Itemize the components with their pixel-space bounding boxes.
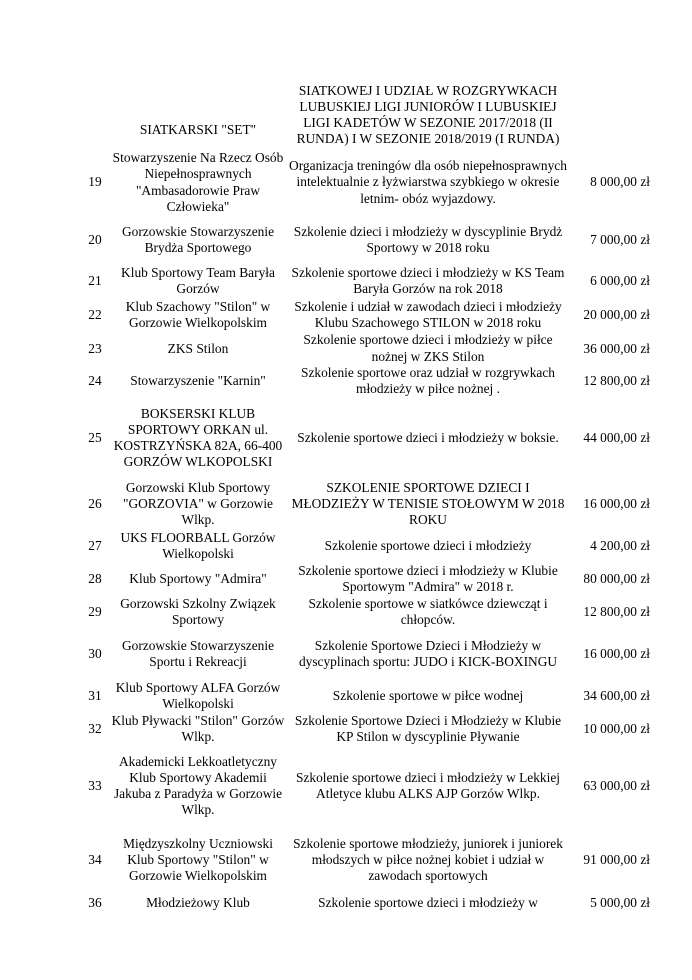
organization-name: Gorzowski Szkolny Związek Sportowy [120, 596, 276, 628]
table-row [80, 80, 652, 150]
task-description: Szkolenie sportowe dzieci i młodzieży w KS Team Baryła Gorzów na rok 2018 [291, 265, 565, 297]
row-number: 19 [88, 174, 102, 190]
grant-amount: 34 600,00 zł [583, 687, 650, 703]
row-number: 31 [88, 687, 102, 703]
table-row [80, 150, 652, 215]
grants-table-body [80, 80, 652, 913]
row-number: 36 [88, 895, 102, 911]
table-row [80, 679, 652, 712]
table-row [80, 712, 652, 745]
task-description: Szkolenie sportowe w piłce wodnej [332, 687, 524, 703]
task-description: Szkolenie sportowe dzieci i młodzieży w [318, 895, 538, 911]
table-row [80, 893, 652, 913]
task-description: Szkolenie sportowe w siatkówce dziewcząt i chłopców. [308, 596, 548, 628]
grant-amount: 20 000,00 zł [583, 306, 650, 322]
organization-name: Młodzieżowy Klub [146, 895, 250, 911]
row-number: 21 [88, 273, 102, 289]
organization-name: Międzyszkolny Uczniowski Klub Sportowy "Stilon" w Gorzowie Wielkopolskim [123, 835, 273, 884]
row-number: 28 [88, 570, 102, 586]
row-number: 30 [88, 646, 102, 662]
grant-amount: 6 000,00 zł [590, 273, 650, 289]
grant-amount: 16 000,00 zł [583, 646, 650, 662]
grant-amount: 80 000,00 zł [583, 570, 650, 586]
grants-table [80, 80, 652, 913]
grant-amount: 4 200,00 zł [590, 537, 650, 553]
table-row [80, 215, 652, 265]
organization-name: BOKSERSKI KLUB SPORTOWY ORKAN ul. KOSTRZYŃSKA 82A, 66-400 GORZÓW WLKOPOLSKI [113, 405, 283, 470]
organization-name: Stowarzyszenie "Karnin" [130, 372, 266, 388]
task-description: Szkolenie dzieci i młodzieży w dyscyplinie Brydż Sportowy w 2018 roku [293, 223, 563, 255]
organization-name: Gorzowskie Stowarzyszenie Brydża Sportowego [121, 223, 275, 255]
organization-name: Klub Pływacki "Stilon" Gorzów Wlkp. [111, 712, 285, 744]
grant-amount: 7 000,00 zł [590, 231, 650, 247]
grant-amount: 16 000,00 zł [583, 496, 650, 512]
table-row [80, 745, 652, 827]
organization-name: Gorzowskie Stowarzyszenie Sportu i Rekreacji [121, 638, 275, 670]
grant-amount: 12 800,00 zł [583, 372, 650, 388]
row-number: 20 [88, 231, 102, 247]
organization-name: Klub Sportowy ALFA Gorzów Wielkopolski [115, 679, 281, 711]
task-description: SIATKOWEJ I UDZIAŁ W ROZGRYWKACH LUBUSKIEJ LIGI JUNIORÓW I LUBUSKIEJ LIGI KADETÓW W SEZONIE 2017/2018 (II RUNDA) I W SEZONIE 2018/2019 (I RUNDA) [296, 82, 560, 147]
row-number: 33 [88, 778, 102, 794]
row-number: 27 [88, 537, 102, 553]
row-number: 32 [88, 720, 102, 736]
table-row [80, 479, 652, 529]
organization-name: UKS FLOORBALL Gorzów Wielkopolski [120, 529, 276, 561]
table-row [80, 562, 652, 595]
row-number: 25 [88, 430, 102, 446]
row-number: 34 [88, 852, 102, 868]
organization-name: Akademicki Lekkoatletyczny Klub Sportowy Akademii Jakuba z Paradyża w Gorzowie Wlkp. [113, 753, 283, 818]
grant-amount: 8 000,00 zł [590, 174, 650, 190]
task-description: Organizacja treningów dla osób niepełnosprawnych intelektualnie z łyżwiarstwa szybkiego w okresie letnim- obóz wyjazdowy. [289, 158, 567, 206]
grant-amount: 63 000,00 zł [583, 778, 650, 794]
task-description: Szkolenie i udział w zawodach dzieci i młodzieży Klubu Szachowego STILON w 2018 roku [294, 298, 562, 330]
organization-name: Klub Sportowy Team Baryła Gorzów [121, 265, 275, 297]
task-description: Szkolenie Sportowe Dzieci i Młodzieży w dyscyplinach sportu: JUDO i KICK-BOXINGU [298, 638, 558, 670]
row-number: 24 [88, 372, 102, 388]
task-description: Szkolenie sportowe dzieci i młodzieży w Klubie Sportowym "Admira" w 2018 r. [298, 562, 558, 594]
organization-name: Klub Sportowy "Admira" [129, 570, 267, 586]
task-description: Szkolenie sportowe dzieci i młodzieży [324, 537, 532, 553]
table-row [80, 629, 652, 679]
task-description: Szkolenie sportowe oraz udział w rozgrywkach młodzieży w piłce nożnej . [301, 364, 555, 397]
grant-amount: 10 000,00 zł [583, 720, 650, 736]
table-row [80, 529, 652, 562]
row-number [80, 80, 110, 150]
grant-amount: 36 000,00 zł [583, 340, 650, 356]
row-number: 26 [88, 496, 102, 512]
grant-amount: 12 800,00 zł [583, 604, 650, 620]
organization-name: Stowarzyszenie Na Rzecz Osób Niepełnosprawnych "Ambasadorowie Praw Człowieka" [112, 150, 284, 214]
grant-amount: 5 000,00 zł [590, 895, 650, 911]
organization-name: Klub Szachowy "Stilon" w Gorzowie Wielkopolskim [125, 298, 271, 330]
row-number: 23 [88, 340, 102, 356]
table-row [80, 332, 652, 364]
table-row [80, 297, 652, 332]
table-row [80, 365, 652, 397]
task-description: Szkolenie Sportowe Dzieci i Młodzieży w Klubie KP Stilon w dyscyplinie Pływanie [294, 712, 562, 744]
task-description: Szkolenie sportowe dzieci i młodzieży w boksie. [297, 430, 559, 446]
table-row [80, 397, 652, 479]
table-row [80, 827, 652, 893]
organization-name: SIATKARSKI "SET" [139, 121, 257, 137]
organization-name: Gorzowski Klub Sportowy "GORZOVIA" w Gorzowie Wlkp. [122, 479, 274, 528]
table-row [80, 595, 652, 629]
task-description: Szkolenie sportowe młodzieży, juniorek i juniorek młodszych w piłce nożnej kobiet i udział w zawodach sportowych [293, 835, 563, 884]
task-description: SZKOLENIE SPORTOWE DZIECI I MŁODZIEŻY W TENISIE STOŁOWYM W 2018 ROKU [291, 479, 565, 528]
table-row [80, 265, 652, 297]
grant-amount: 44 000,00 zł [583, 430, 650, 446]
task-description: Szkolenie sportowe dzieci i młodzieży w Lekkiej Atletyce klubu ALKS AJP Gorzów Wlkp. [295, 770, 560, 802]
row-number: 22 [88, 306, 102, 322]
grant-amount [570, 80, 652, 150]
grant-amount: 91 000,00 zł [583, 852, 650, 868]
row-number: 29 [88, 604, 102, 620]
task-description: Szkolenie sportowe dzieci i młodzieży w piłce nożnej w ZKS Stilon [303, 332, 553, 364]
organization-name: ZKS Stilon [167, 340, 229, 356]
